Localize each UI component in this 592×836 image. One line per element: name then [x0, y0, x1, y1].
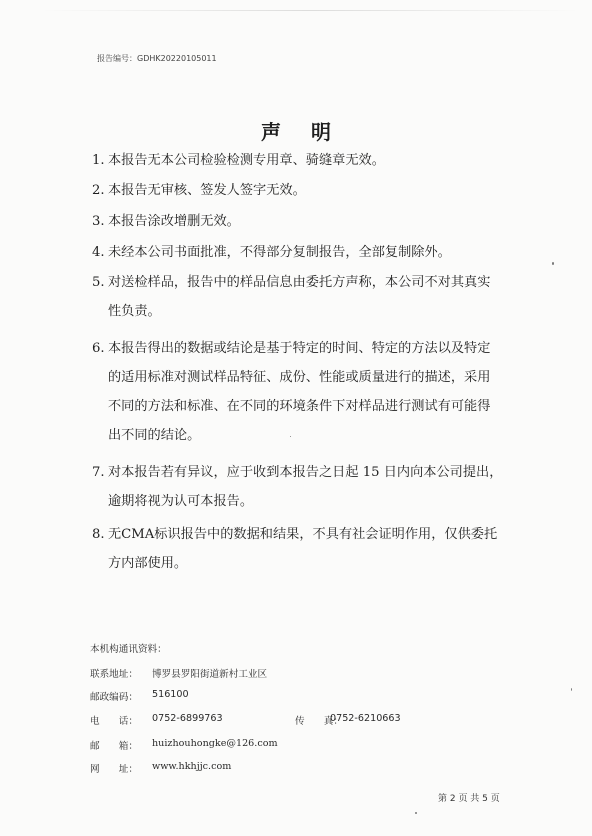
declaration-number: 6. [92, 341, 105, 356]
declaration-line [92, 334, 532, 363]
declaration-text: 性负责。 [108, 304, 161, 319]
declaration-line [92, 520, 532, 549]
declaration-text: 逾期将视为认可本报告。 [108, 494, 254, 509]
declaration-text: 无CMA标识报告中的数据和结果，不具有社会证明作用，仅供委托 [108, 527, 498, 542]
declaration-number: 4. [92, 245, 105, 260]
declaration-item [92, 458, 532, 516]
declaration-line [92, 146, 532, 175]
declaration-number: 5. [92, 275, 105, 290]
phone-label: 电 话： [90, 716, 138, 727]
postcode-label: 邮政编码： [90, 692, 138, 703]
declaration-line [92, 421, 532, 450]
scan-speck [552, 262, 554, 265]
declaration-item [92, 334, 532, 450]
declaration-line [92, 297, 532, 326]
declaration-text: 本报告得出的数据或结论是基于特定的时间、特定的方法以及特定 [108, 341, 491, 356]
declaration-item [92, 520, 532, 578]
declaration-text: 对本报告若有异议，应于收到本报告之日起 15 日内向本公司提出， [108, 465, 503, 480]
scan-edge-line [40, 10, 580, 11]
website-value: www.hkhjjc.com [152, 761, 232, 772]
scan-speck [571, 688, 572, 691]
declaration-line [92, 549, 532, 578]
declaration-text: 方内部使用。 [108, 556, 188, 571]
declaration-text: 的适用标准对测试样品特征、成份、性能或质量进行的描述，采用 [108, 370, 491, 385]
declaration-text: 本报告无本公司检验检测专用章、骑缝章无效。 [108, 153, 385, 168]
contact-heading: 本机构通讯资料： [90, 644, 167, 655]
declaration-number: 8. [92, 527, 105, 542]
declaration-number: 2. [92, 183, 105, 198]
fax-value: 0752-6210663 [330, 713, 401, 724]
declaration-item [92, 268, 532, 326]
declaration-line [92, 238, 532, 267]
declaration-text: 出不同的结论。 [108, 428, 201, 443]
email-value: huizhouhongke@126.com [152, 738, 278, 749]
scan-speck [290, 436, 291, 437]
address-value: 博罗县罗阳街道新村工业区 [152, 669, 268, 680]
declaration-line [92, 458, 532, 487]
page-title: 声明 [261, 120, 361, 144]
phone-value: 0752-6899763 [152, 713, 223, 724]
declaration-text: 不同的方法和标准、在不同的环境条件下对样品进行测试有可能得 [108, 399, 491, 414]
address-row [90, 666, 268, 680]
postcode-row [90, 689, 189, 703]
declaration-line [92, 268, 532, 297]
declaration-line [92, 207, 532, 236]
scan-speck [415, 812, 417, 814]
declaration-text: 对送检样品，报告中的样品信息由委托方声称，本公司不对其真实 [108, 275, 491, 290]
report-number: 报告编号：GDHK20220105011 [97, 54, 217, 63]
declaration-text: 本报告无审核、签发人签字无效。 [108, 183, 306, 198]
declaration-text: 本报告涂改增删无效。 [108, 214, 240, 229]
declaration-number: 7. [92, 465, 105, 480]
website-label: 网 址： [90, 764, 138, 775]
declaration-item [92, 207, 532, 236]
declaration-item [92, 146, 532, 175]
declaration-number: 3. [92, 214, 105, 229]
website-row [90, 761, 232, 775]
declaration-number: 1. [92, 153, 105, 168]
declaration-line [92, 176, 532, 205]
declaration-item [92, 238, 532, 267]
declaration-line [92, 363, 532, 392]
email-row [90, 738, 278, 752]
address-label: 联系地址： [90, 669, 138, 680]
declaration-line [92, 392, 532, 421]
postcode-value: 516100 [152, 689, 189, 700]
declaration-text: 未经本公司书面批准，不得部分复制报告，全部复制除外。 [108, 245, 451, 260]
email-label: 邮 箱： [90, 741, 138, 752]
page-number: 第 2 页 共 5 页 [438, 794, 500, 804]
fax-label: 传 真： [295, 716, 343, 727]
declaration-line [92, 487, 532, 516]
declaration-item [92, 176, 532, 205]
phone-row [90, 713, 401, 727]
